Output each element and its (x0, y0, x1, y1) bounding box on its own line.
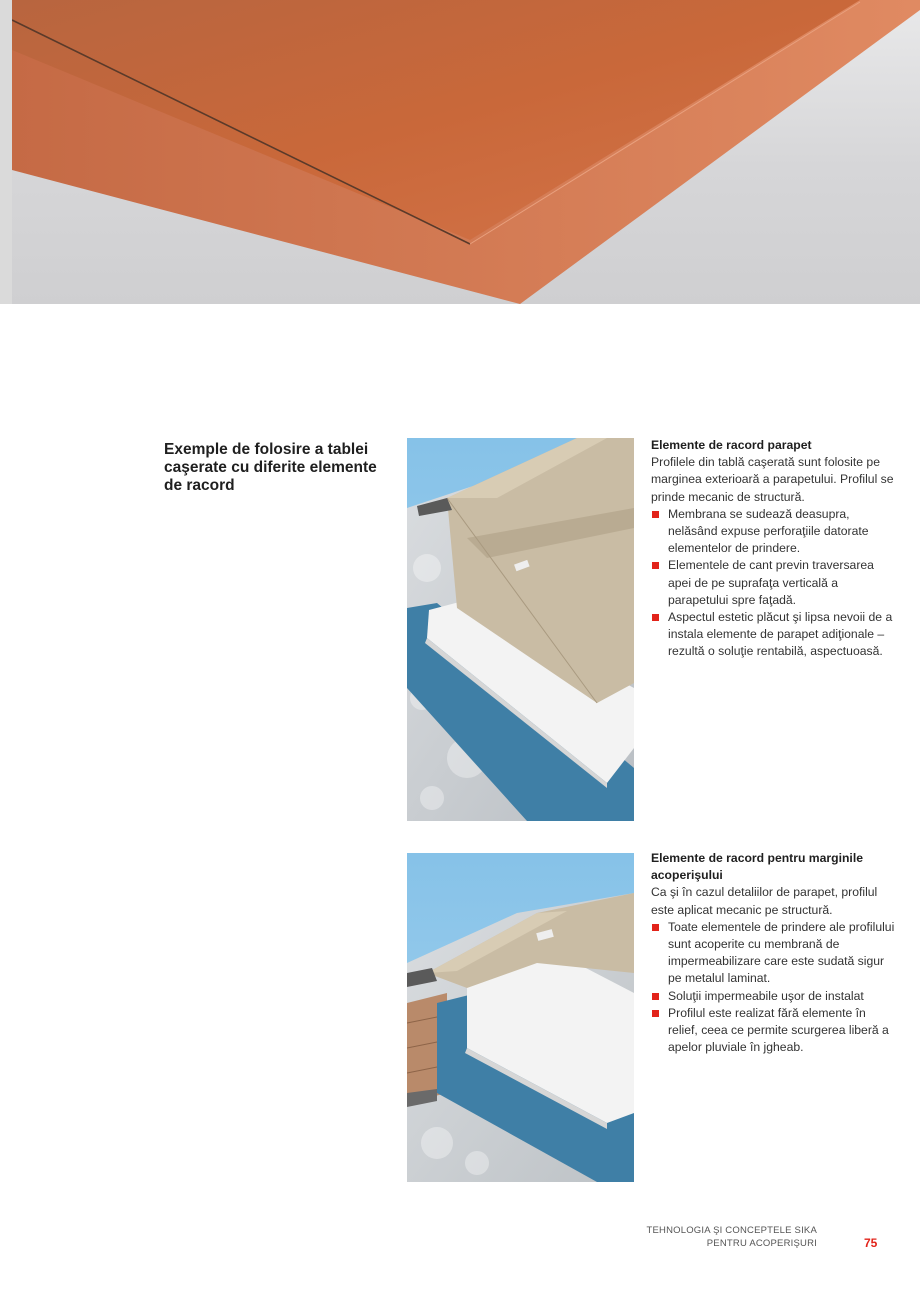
parapet-elements-block (651, 437, 896, 661)
roof-edge-detail-icon (407, 853, 634, 1182)
block-title: Elemente de racord parapet (651, 438, 812, 452)
bullet-square-icon (652, 562, 659, 569)
parapet-detail-icon (407, 438, 634, 821)
block-intro: Profilele din tablă caşerată sunt folosite pe marginea exterioară a parapetului. Profilul se prinde mecanic de structură. (651, 455, 894, 504)
block-intro: Ca şi în cazul detaliilor de parapet, profilul este aplicat mecanic pe structură. (651, 885, 878, 917)
bullet-square-icon (652, 993, 659, 1000)
page-number: 75 (864, 1236, 878, 1250)
footer-publication-title (646, 1225, 817, 1250)
list-item-text: Toate elementele de prindere ale profilului sunt acoperite cu membrană de impermeabilizare care este sudată sigur pe metalul laminat. (668, 919, 895, 986)
bullet-list (651, 919, 896, 1057)
roof-edge-detail-photo (407, 853, 634, 1182)
list-item (651, 506, 896, 558)
section-heading: Exemple de folosire a tablei caşerate cu diferite elemente de racord (164, 441, 377, 494)
list-item-text: Aspectul estetic plăcut şi lipsa nevoii de a instala elemente de parapet adiţionale – rezultă o soluţie rentabilă, aspectuoasă. (668, 610, 893, 659)
list-item (651, 557, 896, 609)
block-title: Elemente de racord pentru marginile acoperişului (651, 851, 863, 883)
bullet-square-icon (652, 924, 659, 931)
list-item-text: Profilul este realizat fără elemente în relief, ceea ce permite scurgerea liberă a apelor pluviale în jgheab. (668, 1005, 889, 1055)
bullet-list (651, 506, 896, 661)
bullet-square-icon (652, 1010, 659, 1017)
list-item (651, 988, 896, 1005)
list-item (651, 609, 896, 661)
bullet-square-icon (652, 511, 659, 518)
footer-line: PENTRU ACOPERIŞURI (706, 1237, 817, 1249)
footer-line: TEHNOLOGIA ŞI CONCEPTELE SIKA (646, 1225, 817, 1236)
list-item (651, 919, 896, 988)
hero-image (0, 0, 920, 304)
roof-edge-elements-block (651, 850, 896, 1056)
bullet-square-icon (652, 614, 659, 621)
list-item-text: Membrana se sudează deasupra, nelăsând expuse perforaţiile datorate elementelor de prindere. (668, 506, 869, 556)
list-item-text: Soluţii impermeabile uşor de instalat (668, 988, 864, 1003)
roof-sheet-photo-icon (0, 0, 920, 304)
list-item (651, 1005, 896, 1057)
parapet-detail-photo (407, 438, 634, 821)
list-item-text: Elementele de cant previn traversarea apei de pe suprafaţa verticală a parapetului spre faţadă. (668, 558, 874, 607)
